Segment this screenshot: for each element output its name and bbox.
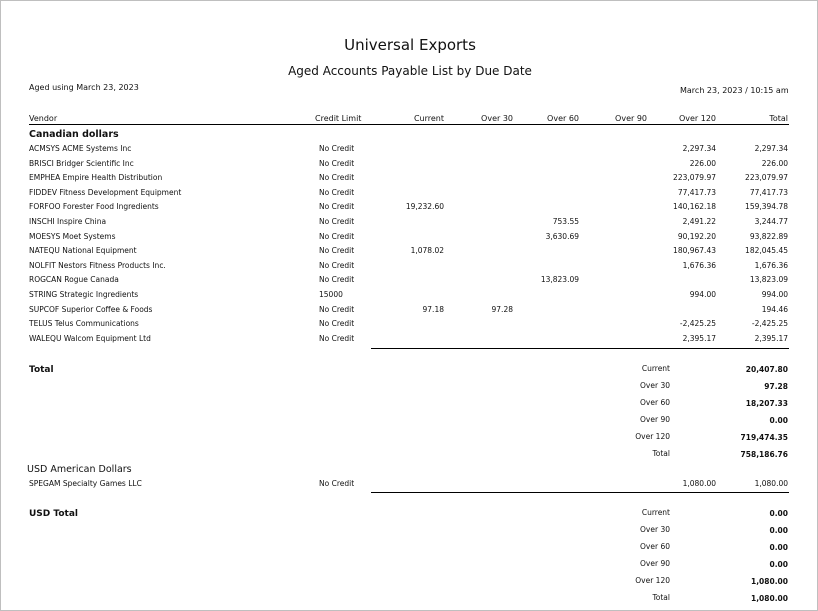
summary-value: 758,186.76 — [740, 449, 788, 459]
summary-value: 1,080.00 — [750, 593, 788, 603]
cell-total: -2,425.25 — [751, 319, 788, 329]
summary-value: 0.00 — [769, 525, 788, 535]
cell-credit: No Credit — [319, 231, 355, 241]
table-row — [1, 479, 818, 493]
cell-current: 97.18 — [422, 304, 444, 314]
cell-over120: -2,425.25 — [679, 319, 716, 329]
cell-credit: No Credit — [319, 187, 355, 197]
cell-total: 13,823.09 — [749, 275, 788, 285]
cell-over120: 1,080.00 — [682, 479, 716, 488]
cell-vendor: ACMSYS ACME Systems Inc — [29, 144, 132, 153]
cell-total: 93,822.89 — [749, 231, 788, 241]
summary-label: Over 120 — [635, 431, 670, 441]
cell-vendor: FORFOO Forester Food Ingredients — [29, 202, 159, 212]
cell-vendor: EMPHEA Empire Health Distribution — [29, 173, 163, 183]
table-row — [1, 305, 818, 319]
cell-over120: 226.00 — [689, 158, 716, 168]
total-label-cad: Total — [29, 365, 54, 375]
summary-value: 0.00 — [769, 509, 788, 518]
cell-total: 194.46 — [761, 304, 788, 314]
summary-label: Total — [652, 448, 670, 458]
summary-label: Over 60 — [640, 397, 670, 407]
summary-label: Over 90 — [640, 414, 670, 424]
section-heading-usd — [27, 464, 132, 475]
summary-label: Over 30 — [640, 524, 670, 534]
summary-label: Over 120 — [635, 575, 670, 585]
summary-value: 0.00 — [769, 415, 788, 425]
cell-credit: No Credit — [319, 260, 355, 270]
col-header-current: Current — [413, 114, 444, 123]
cell-credit: No Credit — [319, 173, 355, 183]
aged-using-date: Aged using March 23, 2023 — [29, 83, 139, 92]
total-label-usd: USD Total — [29, 509, 78, 519]
col-header-credit-limit: Credit Limit — [315, 114, 362, 123]
cell-current: 19,232.60 — [405, 202, 444, 212]
table-row — [1, 217, 818, 231]
company-name: Universal Exports — [344, 36, 476, 54]
cell-credit: No Credit — [319, 246, 355, 256]
summary-label: Current — [641, 508, 670, 517]
cell-over60: 753.55 — [552, 217, 579, 226]
cell-credit: No Credit — [319, 304, 355, 314]
cell-credit: No Credit — [319, 202, 355, 212]
cell-vendor: INSCHI Inspire China — [29, 217, 107, 226]
col-header-vendor: Vendor — [29, 114, 58, 123]
cell-over120: 2,491.22 — [682, 217, 716, 226]
cell-over120: 1,676.36 — [682, 260, 716, 270]
table-row — [1, 334, 818, 348]
cell-vendor: SUPCOF Superior Coffee & Foods — [29, 304, 153, 314]
table-row — [1, 144, 818, 158]
cell-over60: 3,630.69 — [545, 231, 579, 241]
cell-total: 2,297.34 — [754, 144, 788, 153]
cell-vendor: WALEQU Walcom Equipment Ltd — [29, 333, 151, 343]
table-row — [1, 159, 818, 173]
table-row — [1, 202, 818, 216]
section-heading-usd-text: USD American Dollars — [27, 464, 132, 475]
summary-label: Over 60 — [640, 541, 670, 551]
table-row — [1, 232, 818, 246]
cell-over120: 140,162.18 — [673, 202, 716, 212]
summary-value: 20,407.80 — [745, 365, 788, 374]
summary-label: Over 30 — [640, 380, 670, 390]
cell-over120: 77,417.73 — [677, 187, 716, 197]
col-header-over120: Over 120 — [678, 114, 716, 123]
cell-credit: No Credit — [319, 333, 355, 343]
col-header-over60: Over 60 — [547, 114, 579, 123]
summary-label: Current — [641, 364, 670, 373]
cell-vendor: MOESYS Moet Systems — [29, 231, 116, 241]
cell-vendor: NOLFIT Nestors Fitness Products Inc. — [29, 260, 166, 270]
cell-over30: 97.28 — [491, 304, 513, 314]
cell-over120: 2,297.34 — [682, 144, 716, 153]
summary-value: 18,207.33 — [745, 398, 788, 408]
summary-value: 719,474.35 — [740, 432, 788, 442]
summary-value: 97.28 — [764, 381, 788, 391]
cell-credit: No Credit — [319, 144, 355, 153]
cell-vendor: TELUS Telus Communications — [29, 319, 139, 329]
col-header-over30: Over 30 — [481, 114, 513, 123]
cell-over60: 13,823.09 — [540, 275, 579, 285]
cell-vendor: BRISCI Bridger Scientific Inc — [29, 158, 134, 168]
cell-credit: 15000 — [319, 290, 343, 299]
run-date: March 23, 2023 / 10:15 am — [680, 86, 789, 95]
summary-value: 0.00 — [769, 542, 788, 552]
summary-label: Total — [652, 592, 670, 602]
table-row — [1, 246, 818, 260]
cell-total: 226.00 — [761, 158, 788, 168]
cell-total: 182,045.45 — [745, 246, 788, 256]
cell-vendor: ROGCAN Rogue Canada — [29, 275, 119, 285]
cell-total: 159,394.78 — [745, 202, 788, 212]
cell-credit: No Credit — [319, 217, 355, 226]
cell-total: 223,079.97 — [745, 173, 788, 183]
summary-value: 0.00 — [769, 559, 788, 569]
cell-vendor: NATEQU National Equipment — [29, 246, 137, 256]
summary-value: 1,080.00 — [750, 576, 788, 586]
cell-vendor: STRING Strategic Ingredients — [29, 290, 139, 299]
table-row — [1, 290, 818, 304]
col-header-over90: Over 90 — [615, 114, 647, 123]
header-rule — [29, 124, 789, 125]
table-row — [1, 188, 818, 202]
summary-label: Over 90 — [640, 558, 670, 568]
table-row — [1, 319, 818, 333]
table-row — [1, 173, 818, 187]
cell-credit: No Credit — [319, 158, 355, 168]
cell-total: 77,417.73 — [749, 187, 788, 197]
cell-current: 1,078.02 — [410, 246, 444, 256]
subtotal-rule-cad — [371, 348, 789, 349]
cell-total: 2,395.17 — [754, 333, 788, 343]
cell-over120: 223,079.97 — [673, 173, 716, 183]
cell-credit: No Credit — [319, 275, 355, 285]
cell-over120: 180,967.43 — [673, 246, 716, 256]
cell-total: 1,080.00 — [754, 479, 788, 488]
cell-credit: No Credit — [319, 319, 355, 329]
cell-credit: No Credit — [319, 479, 355, 488]
section-heading-cad: Canadian dollars — [29, 129, 119, 140]
cell-total: 3,244.77 — [754, 217, 788, 226]
cell-over120: 90,192.20 — [677, 231, 716, 241]
col-header-total: Total — [769, 114, 788, 123]
cell-vendor: SPEGAM Specialty Games LLC — [29, 479, 142, 488]
table-row — [1, 275, 818, 289]
subtotal-rule-usd — [371, 492, 789, 493]
cell-total: 1,676.36 — [754, 260, 788, 270]
cell-over120: 2,395.17 — [682, 333, 716, 343]
table-row — [1, 261, 818, 275]
cell-vendor: FIDDEV Fitness Development Equipment — [29, 187, 182, 197]
report-title: Aged Accounts Payable List by Due Date — [288, 64, 532, 78]
cell-total: 994.00 — [761, 290, 788, 299]
cell-over120: 994.00 — [689, 290, 716, 299]
